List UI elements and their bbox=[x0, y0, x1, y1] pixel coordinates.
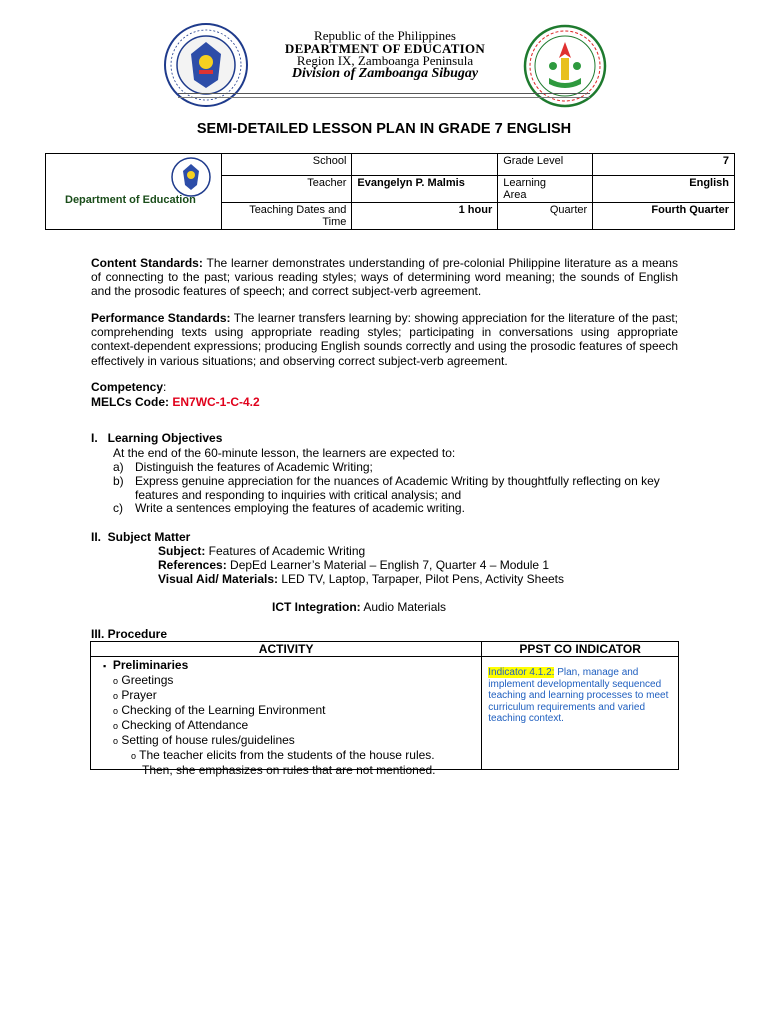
division-line: Division of Zamboanga Sibugay bbox=[291, 66, 479, 81]
preliminaries-label: Preliminaries bbox=[112, 658, 189, 672]
melcs-label: MELCs Code: bbox=[91, 395, 173, 409]
header-rule bbox=[178, 93, 590, 94]
objectives-heading: I. Learning Objectives bbox=[91, 431, 223, 445]
melcs-code: EN7WC-1-C-4.2 bbox=[172, 395, 260, 409]
region-line: Region IX, Zamboanga Peninsula bbox=[296, 53, 474, 68]
melcs-line bbox=[91, 395, 260, 409]
ict-value: Audio Materials bbox=[360, 600, 447, 614]
deped-seal-left bbox=[163, 22, 249, 108]
school-label: School bbox=[221, 154, 352, 176]
step-learning-environment: o Checking of the Learning Environment bbox=[113, 703, 326, 717]
competency-label: Competency bbox=[91, 380, 164, 394]
school-value bbox=[352, 154, 498, 176]
ict-line bbox=[272, 600, 446, 614]
objective-b: Express genuine appreciation for the nuances of Academic Writing by thoughtfully reflecting on key features and responding to inquiries with critical analysis; and bbox=[135, 474, 660, 502]
header-rule-thin bbox=[178, 97, 590, 98]
quarter-value: Fourth Quarter bbox=[593, 203, 735, 230]
objectives-intro: At the end of the 60-minute lesson, the learners are expected to: bbox=[113, 446, 456, 460]
indicator-description: Plan, manage and implement developmentally sequenced teaching and learning processes to meet curriculum requirements and varied teaching context. bbox=[488, 667, 669, 725]
step-attendance: o Checking of Attendance bbox=[113, 718, 249, 732]
dates-value: 1 hour bbox=[352, 203, 498, 230]
activity-cell bbox=[91, 657, 482, 777]
content-standards bbox=[91, 256, 678, 299]
references-line bbox=[158, 558, 549, 572]
objective-c-marker: c) bbox=[113, 501, 123, 515]
performance-standards-label: Performance Standards: bbox=[91, 311, 231, 325]
subject-label: Subject: bbox=[158, 544, 206, 558]
preliminaries-item: ▪ Preliminaries bbox=[103, 658, 189, 672]
visual-aid-value: LED TV, Laptop, Tarpaper, Pilot Pens, Activity Sheets bbox=[278, 572, 564, 586]
objective-b-marker: b) bbox=[113, 474, 124, 488]
competency-line bbox=[91, 380, 166, 394]
teacher-label: Teacher bbox=[221, 176, 352, 203]
republic-line: Republic of the Philippines bbox=[314, 28, 456, 43]
visual-aid-line bbox=[158, 572, 564, 586]
objective-c: Write a sentences employing the features of academic writing. bbox=[135, 501, 465, 515]
visual-aid-label: Visual Aid/ Materials: bbox=[158, 572, 279, 586]
indicator-header: PPST CO INDICATOR bbox=[482, 642, 679, 657]
subject-line bbox=[158, 544, 365, 558]
division-seal-right bbox=[523, 24, 607, 108]
step-prayer: o Prayer bbox=[113, 688, 157, 702]
grade-label: Grade Level bbox=[498, 154, 593, 176]
references-label: References: bbox=[158, 558, 227, 572]
indicator-cell bbox=[482, 657, 679, 770]
competency-colon: : bbox=[163, 380, 167, 394]
document-title: SEMI-DETAILED LESSON PLAN IN GRADE 7 ENGLISH bbox=[196, 121, 572, 137]
substep-house-rules-cont: Then, she emphasizes on rules that are not mentioned. bbox=[142, 763, 436, 777]
content-standards-text: The learner demonstrates understanding of pre-colonial Philippine literature as a means of connecting to the past; various reading styles; ways of determining word meaning; the sounds of English and the prosodic features of speech; and correct subject-verb agreement. bbox=[91, 256, 678, 299]
department-line: DEPARTMENT OF EDUCATION bbox=[284, 41, 486, 56]
procedure-heading: III. Procedure bbox=[91, 627, 168, 641]
quarter-label: Quarter bbox=[498, 203, 593, 230]
lesson-info-table bbox=[45, 153, 735, 230]
dept-label: Department of Education bbox=[65, 194, 196, 206]
area-label: Learning Area bbox=[498, 176, 593, 203]
performance-standards bbox=[91, 311, 678, 368]
indicator-text bbox=[488, 667, 674, 725]
deped-small-seal bbox=[166, 156, 216, 198]
grade-value: 7 bbox=[593, 154, 735, 176]
indicator-label: Indicator 4.1.2: bbox=[488, 667, 555, 678]
performance-standards-text: The learner transfers learning by: showing appreciation for the literature of the past; comprehending texts using appropriate reading styles; participating in conversations using appropriate context-dependent expressions; producing English sounds correctly and using the prosodic features of speech effectively in various situations; and observing correct subject-verb agreement. bbox=[91, 311, 678, 368]
step-house-rules: o Setting of house rules/guidelines bbox=[113, 733, 295, 747]
content-standards-label: Content Standards: bbox=[91, 256, 203, 270]
objective-a-marker: a) bbox=[113, 460, 124, 474]
objective-a: Distinguish the features of Academic Writing; bbox=[135, 460, 373, 474]
dept-cell bbox=[46, 154, 222, 230]
references-value: DepEd Learner’s Material – English 7, Quarter 4 – Module 1 bbox=[226, 558, 550, 572]
procedure-table bbox=[90, 641, 679, 777]
area-value: English bbox=[593, 176, 735, 203]
activity-header: ACTIVITY bbox=[91, 642, 482, 657]
step-greetings: o Greetings bbox=[113, 673, 174, 687]
teacher-value: Evangelyn P. Malmis bbox=[352, 176, 498, 203]
subject-value: Features of Academic Writing bbox=[205, 544, 366, 558]
ict-label: ICT Integration: bbox=[272, 600, 361, 614]
dates-label: Teaching Dates and Time bbox=[221, 203, 352, 230]
substep-house-rules: o The teacher elicits from the students of the house rules. bbox=[131, 748, 435, 762]
subject-matter-heading: II. Subject Matter bbox=[91, 530, 191, 544]
